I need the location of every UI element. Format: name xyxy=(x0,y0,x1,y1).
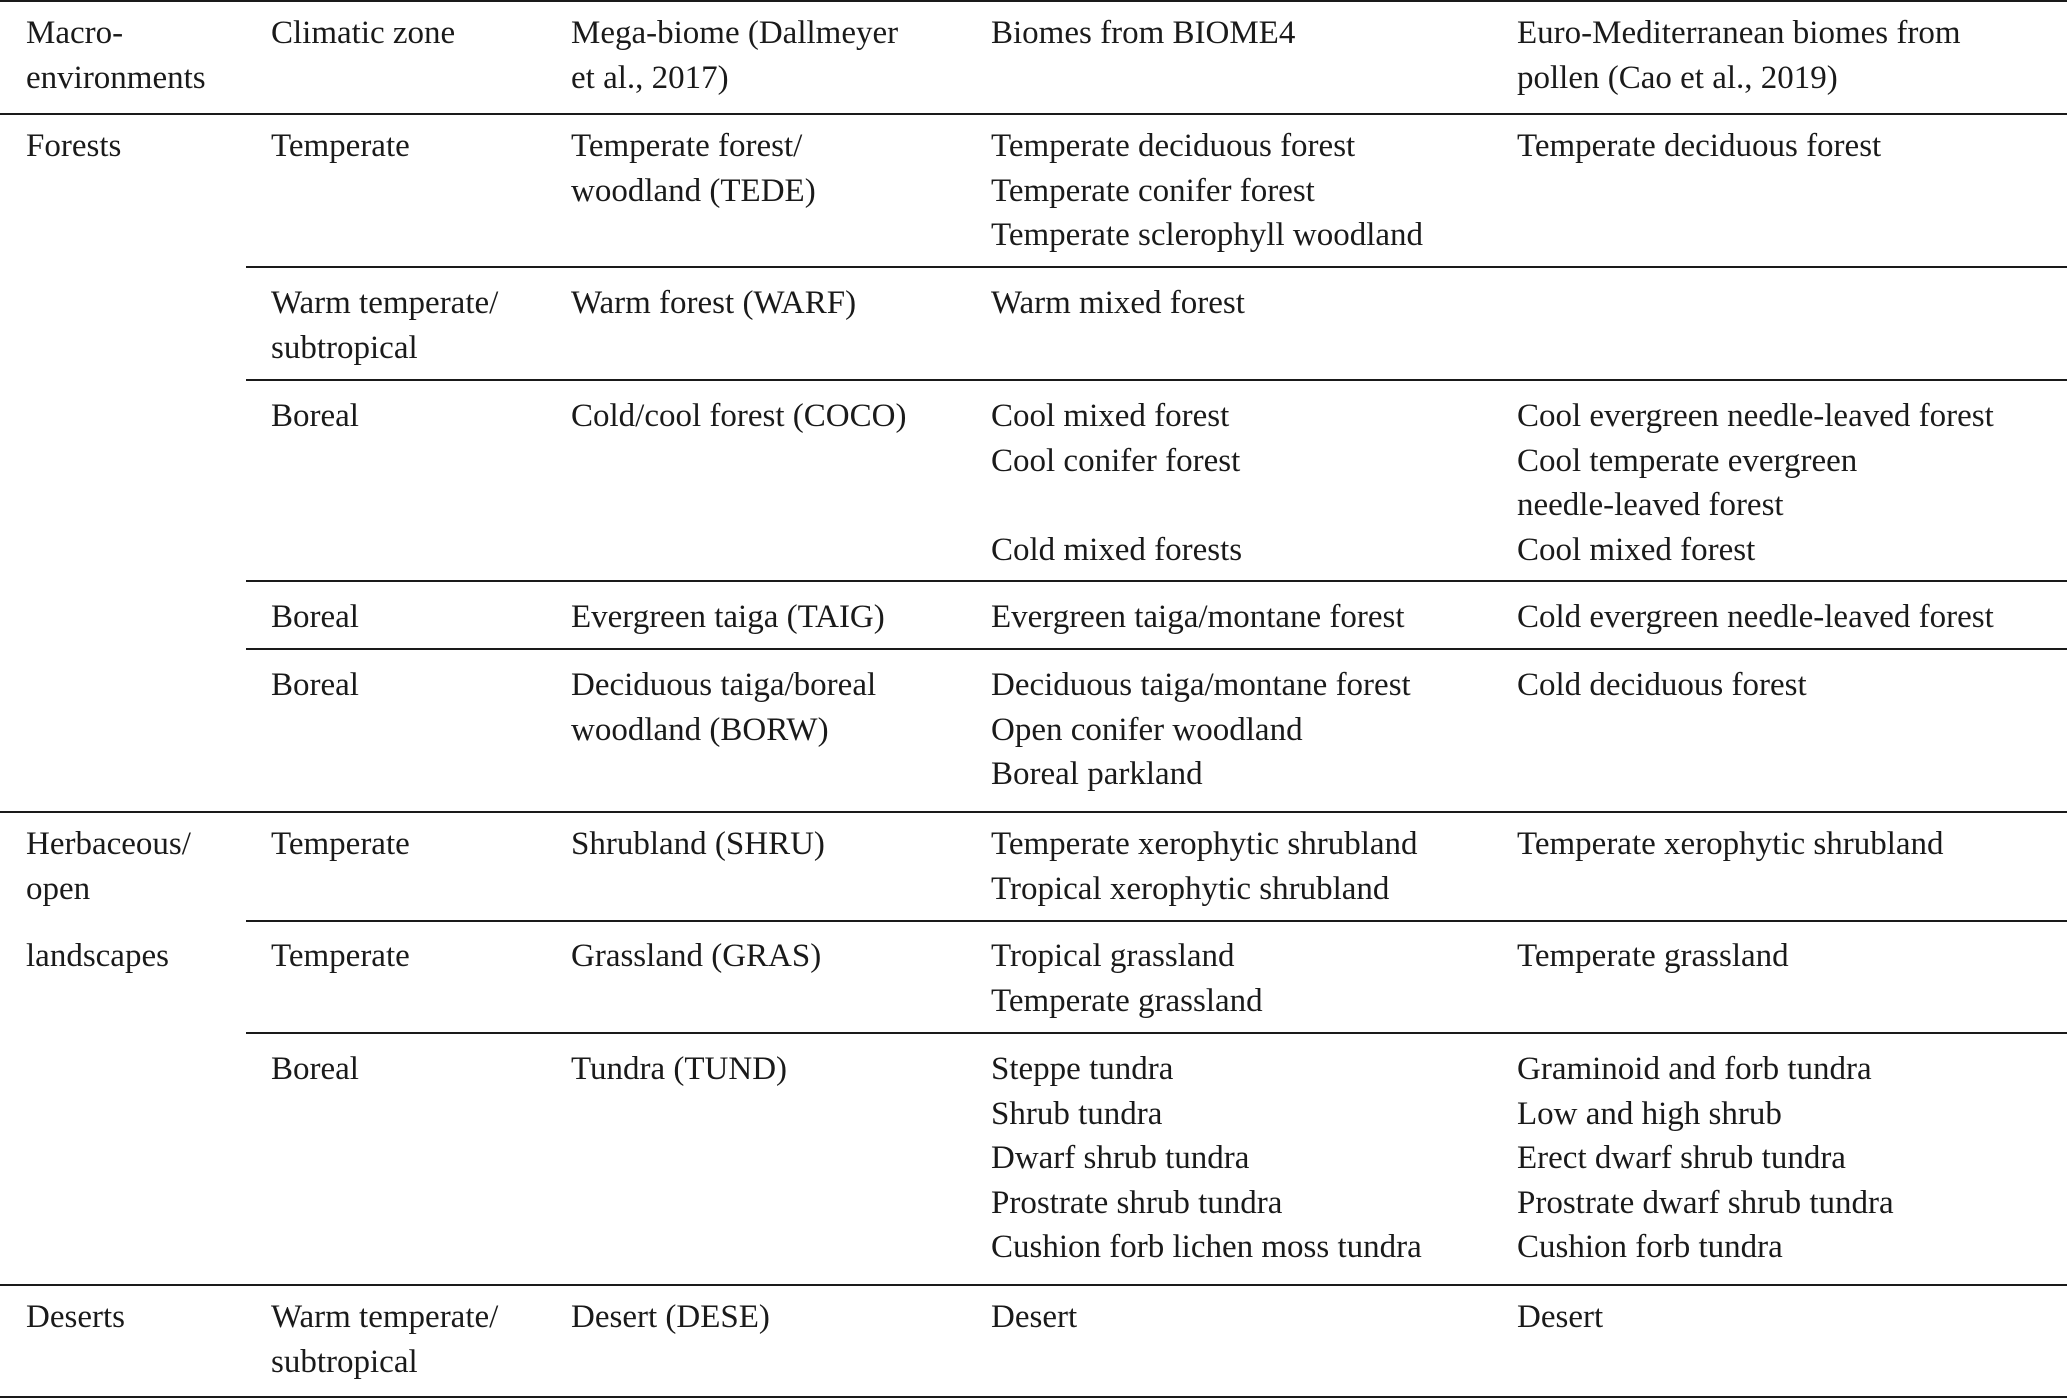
row-divider xyxy=(246,920,2067,922)
group-divider xyxy=(0,811,2067,813)
table-row-zone: Boreal xyxy=(271,398,359,434)
table-row-zone: Boreal xyxy=(271,599,359,635)
table-row-biome4: Deciduous taiga/montane forest Open conifer woodland Boreal parkland xyxy=(991,667,1411,792)
table-row-pollen: Cool evergreen needle-leaved forest Cool temperate evergreen needle-leaved forest Cool mixed forest xyxy=(1517,398,1994,568)
table-bottom-rule xyxy=(0,1396,2067,1398)
header-biome4: Biomes from BIOME4 xyxy=(991,15,1296,51)
table-row-zone: Warm temperate/ subtropical xyxy=(271,1299,499,1380)
row-divider xyxy=(246,379,2067,381)
header-climatic-zone: Climatic zone xyxy=(271,15,456,51)
header-macro-environments: Macro- environments xyxy=(26,15,206,96)
table-row-biome4: Temperate xerophytic shrubland Tropical xerophytic shrubland xyxy=(991,826,1418,907)
header-rule xyxy=(0,113,2067,115)
row-divider xyxy=(246,1032,2067,1034)
table-row-pollen: Temperate grassland xyxy=(1517,938,1789,974)
table-row-zone: Boreal xyxy=(271,1051,359,1087)
table-row-mega-biome: Desert (DESE) xyxy=(571,1299,770,1335)
macro-deserts: Deserts xyxy=(26,1299,125,1335)
table-row-biome4: Cool mixed forest Cool conifer forest Cold mixed forests xyxy=(991,398,1243,568)
table-row-biome4: Steppe tundra Shrub tundra Dwarf shrub tundra Prostrate shrub tundra Cushion forb lichen moss tundra xyxy=(991,1051,1422,1265)
group-divider xyxy=(0,1284,2067,1286)
table-row-pollen: Temperate deciduous forest xyxy=(1517,128,1882,164)
table-row-biome4: Evergreen taiga/montane forest xyxy=(991,599,1405,635)
table-row-zone: Warm temperate/ subtropical xyxy=(271,285,499,366)
table-row-biome4: Warm mixed forest xyxy=(991,285,1245,321)
table-row-pollen: Temperate xerophytic shrubland xyxy=(1517,826,1944,862)
table-row-pollen: Cold deciduous forest xyxy=(1517,667,1807,703)
macro-herbaceous: Herbaceous/ open xyxy=(26,826,191,907)
table-row-mega-biome: Deciduous taiga/boreal woodland (BORW) xyxy=(571,667,877,748)
table-row-mega-biome: Cold/cool forest (COCO) xyxy=(571,398,907,434)
table-row-mega-biome: Shrubland (SHRU) xyxy=(571,826,825,862)
table-row-biome4: Tropical grassland Temperate grassland xyxy=(991,938,1263,1019)
header-pollen-biomes: Euro-Mediterranean biomes from pollen (Cao et al., 2019) xyxy=(1517,15,1961,96)
table-row-zone: Temperate xyxy=(271,128,410,164)
table-row-pollen: Desert xyxy=(1517,1299,1604,1335)
row-divider xyxy=(246,580,2067,582)
macro-forests: Forests xyxy=(26,128,122,164)
table-row-zone: Temperate xyxy=(271,938,410,974)
table-row-biome4: Temperate deciduous forest Temperate conifer forest Temperate sclerophyll woodland xyxy=(991,128,1424,253)
table-row-mega-biome: Warm forest (WARF) xyxy=(571,285,857,321)
table-row-zone: Temperate xyxy=(271,826,410,862)
table-row-mega-biome: Evergreen taiga (TAIG) xyxy=(571,599,885,635)
header-mega-biome: Mega-biome (Dallmeyer et al., 2017) xyxy=(571,15,899,96)
row-divider xyxy=(246,266,2067,268)
table-row-mega-biome: Grassland (GRAS) xyxy=(571,938,822,974)
table-row-pollen: Graminoid and forb tundra Low and high shrub Erect dwarf shrub tundra Prostrate dwarf shrub tundra Cushion forb tundra xyxy=(1517,1051,1894,1265)
macro-herbaceous-continued: landscapes xyxy=(26,938,169,974)
table-row-biome4: Desert xyxy=(991,1299,1078,1335)
row-divider xyxy=(246,648,2067,650)
table-row-pollen: Cold evergreen needle-leaved forest xyxy=(1517,599,1994,635)
table-row-mega-biome: Temperate forest/ woodland (TEDE) xyxy=(571,128,816,209)
table-top-rule xyxy=(0,0,2067,2)
table-row-zone: Boreal xyxy=(271,667,359,703)
table-row-mega-biome: Tundra (TUND) xyxy=(571,1051,788,1087)
